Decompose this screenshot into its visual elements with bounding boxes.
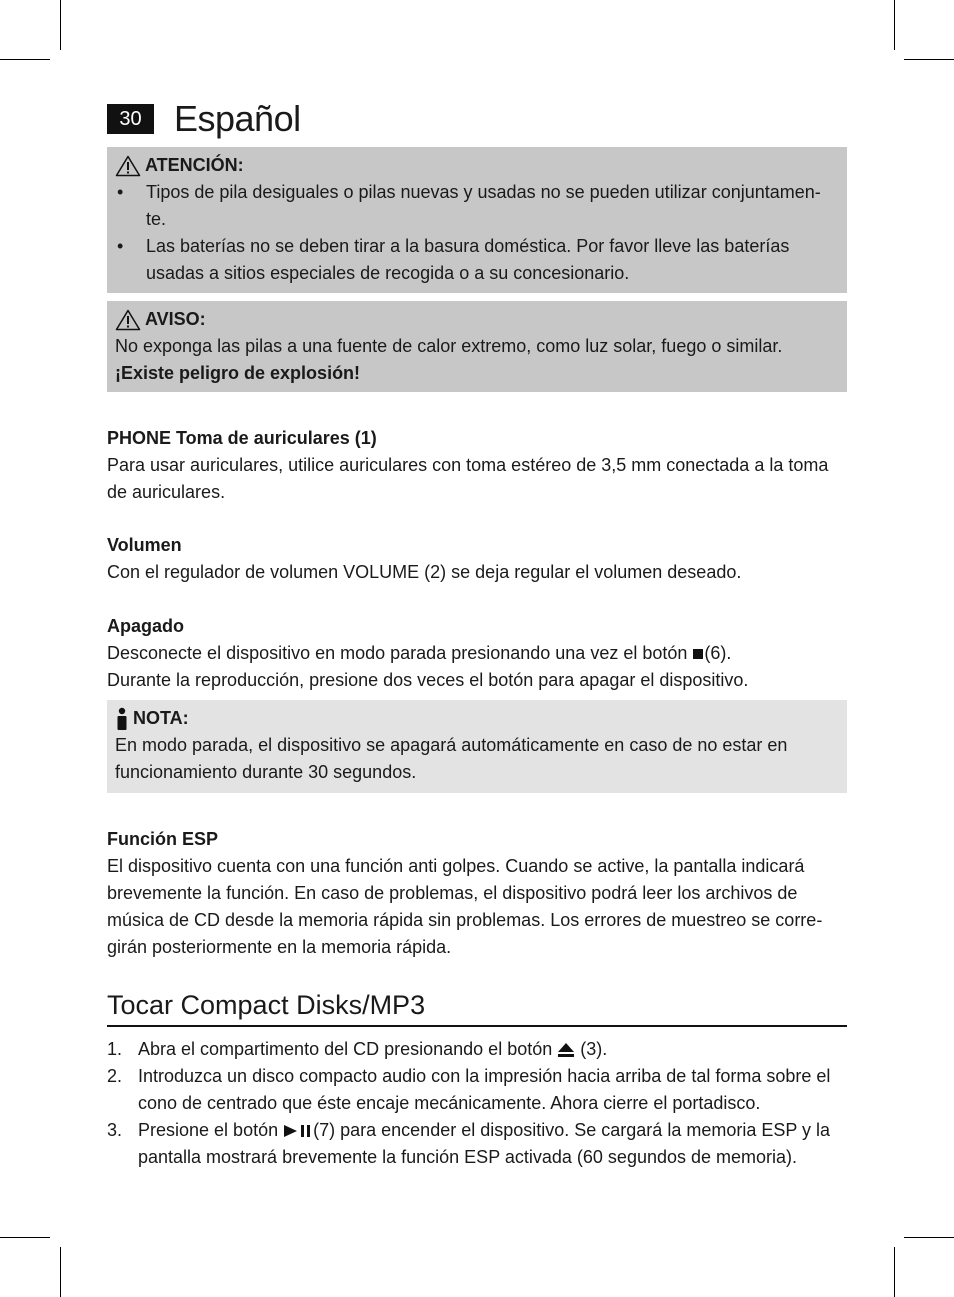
section-title: Función ESP [107,829,219,849]
warning-title-text: AVISO: [145,309,206,329]
crop-mark [0,59,50,60]
page-header [107,97,301,141]
eject-icon [557,1042,575,1058]
section-title: PHONE Toma de auriculares (1) [107,428,377,448]
stop-icon [692,648,704,660]
crop-mark [60,0,61,50]
note-title-text: NOTA: [133,708,189,728]
esp-section [107,826,847,961]
warning-box [107,301,847,392]
section-title: Volumen [107,535,182,555]
crop-mark [0,1237,50,1238]
attention-box [107,147,847,293]
list-item: 3. Presione el botón (7) para encender el dispositivo. Se cargará la memoria ESP y la pantalla mostrará brevemente la función ESP activada (60 segundos de memoria). [107,1120,831,1167]
list-item: 2. Introduzca un disco compacto audio con la impresión hacia arriba de tal forma sobre el cono de centrado que éste encaje mecánicamente. Ahora cierre el portadisco. [107,1066,831,1113]
warning-triangle-icon [115,155,141,177]
note-text: En modo parada, el dispositivo se apagará automáticamente en caso de no estar en funcionamiento durante 30 segundos. [115,735,788,782]
note-title [115,705,839,732]
crop-mark [894,0,895,50]
attention-title-text: ATENCIÓN: [145,155,244,175]
crop-mark [894,1247,895,1297]
info-icon [115,707,129,731]
warning-triangle-icon [115,309,141,331]
section-title: Apagado [107,616,185,636]
phone-section [107,425,847,506]
section-text: El dispositivo cuenta con una función anti golpes. Cuando se active, la pantalla indicará brevemente la función. En caso de problemas, el dispositivo podrá leer los archivos de música de CD desde la memoria rápida sin problemas. Los errores de muestreo se corre-girán posteriormente en la memoria rápida. [107,856,823,957]
section-heading: Tocar Compact Disks/MP3 [107,987,847,1027]
page-content [107,147,847,1171]
power-off-section [107,613,847,694]
section-text: Desconecte el dispositivo en modo parada presionando una vez el botón (6). [107,643,732,663]
attention-list [115,179,839,287]
section-text: Para usar auriculares, utilice auriculares con toma estéreo de 3,5 mm conectada a la toma de auriculares. [107,455,829,502]
list-item: • Las baterías no se deben tirar a la basura doméstica. Por favor lleve las baterías usadas a sitios especiales de recogida o a su concesionario. [115,233,839,287]
warning-emphasis: ¡Existe peligro de explosión! [115,363,361,383]
section-text: Con el regulador de volumen VOLUME (2) se deja regular el volumen deseado. [107,562,742,582]
warning-text: No exponga las pilas a una fuente de calor extremo, como luz solar, fuego o similar. [115,336,783,356]
crop-mark [904,59,954,60]
page-number: 30 [107,104,154,134]
page-title: Español [174,98,301,139]
warning-title [115,306,839,333]
list-item: 1. Abra el compartimento del CD presionando el botón (3). [107,1039,608,1059]
crop-mark [60,1247,61,1297]
play-pause-icon [283,1124,313,1138]
list-item: • Tipos de pila desiguales o pilas nuevas y usadas no se pueden utilizar conjuntamen-te. [115,179,839,233]
steps-list [107,1036,847,1171]
volume-section [107,532,847,586]
crop-mark [904,1237,954,1238]
attention-title [115,152,839,179]
section-text: Durante la reproducción, presione dos veces el botón para apagar el dispositivo. [107,670,749,690]
note-box [107,700,847,793]
